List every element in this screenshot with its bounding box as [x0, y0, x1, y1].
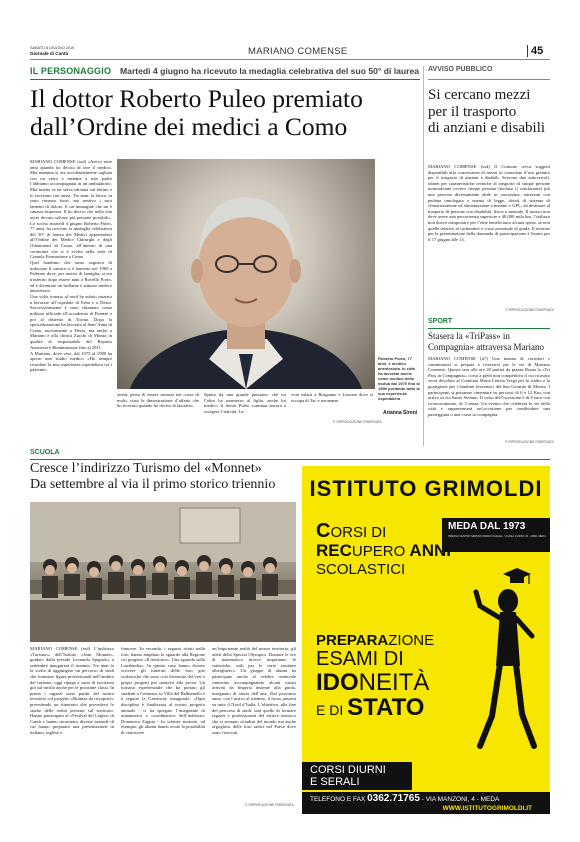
notice-title-line3: di anziani e disabili — [428, 120, 546, 136]
ad-badge-city: MEDA — [448, 521, 478, 532]
school-title — [30, 461, 275, 492]
ad-badge-year: DAL 1973 — [479, 521, 526, 532]
ad-badge — [442, 518, 550, 552]
main-kicker: IL PERSONAGGIO — [30, 66, 112, 76]
ad-phone: 0362.71765 — [367, 793, 420, 804]
school-kicker: SCUOLA — [30, 449, 60, 456]
main-kicker-rule — [30, 79, 420, 80]
ad-corsi-line1: CORSI DIURNI — [310, 764, 386, 776]
notice-kicker: AVVISO PUBBLICO — [428, 66, 493, 73]
main-col3-text: Spinto da una grande passione, che tra l’altro ha trasmesso al figlio, anche lui medico, il dottor Puleo continua ancora a svolgere l’attività. La- — [204, 392, 286, 414]
header-date: SABATO 8 GIUGNO 2019 — [30, 46, 75, 50]
school-col2: francese. In seconda, i ragazzi ritrati nella foto, hanno ampliato lo sguardo alla Regione col progetto «Il territorio». Uno sguardo sulla Lombardia». In questo caso hanno dovuto scrivere gli itinerari delle loro gite scolastiche che sono così diventate dei veri e propri progetti per mettersi alla prova. Un turismo esperienziale che ha portato gli studenti a Cremona, in Villa del Balbianello e a seguire la Greenway inaugurale. «Ogni disciplina è finalizzata al nostro progetto annuale - ci ha spiegato l’insegnante di matematica e coordinatrice dell’indirizzo, Domenica Zappia - In scienze motorie, ad esempio, gli alunni hanno avuto la possibilità di conoscere — [121, 646, 205, 735]
header-page-number: 45 — [531, 45, 544, 57]
main-subhead: Martedì 4 giugno ha ricevuto la medaglia celebrativa del suo 50° di laurea — [120, 66, 420, 76]
notice-title-line2: per il trasporto — [428, 103, 517, 120]
portrait-photo — [117, 159, 375, 389]
ad-prep: PREPARAZIONE ESAMI DI IDONEITÀ E DI STATO — [316, 632, 435, 721]
sport-body: MARIANO COMENSE (tt7) Una manna di corridori e camminatori si prepara a riversarsi per le vie di Mariano Comense. Questa sera alle ore 20 partirà da piazza Roma la «Tri Pass in Compagnia», corsa a piedi non competitiva il cui ricavato verrà devoluto al Comitato Maria Letizia Verga per lo studio e la guarigione per i bambini leucemici del San Gerardo di Monza. I partecipanti si potranno cimentare su percorsi di 6 e 12 Km, con arrivo in via Santo Stefano. Il costo dell’iscrizione è di 6 euro con riconoscimento, di 3 senza. Un evento che celebrerà le vie della città e rappresenterà un’occasione per condividere una passeggiata o una corsa in compagnia. — [428, 356, 550, 417]
notice-title — [428, 87, 545, 137]
grimoldi-ad — [302, 466, 550, 814]
notice-kicker-rule — [428, 79, 550, 80]
ad-corsi-line2: E SERALI — [310, 776, 360, 788]
header-section: MARIANO COMENSE — [248, 46, 348, 57]
ad-contact — [302, 792, 550, 814]
main-col3 — [204, 392, 286, 415]
header-paper: Giornale di Cantù — [30, 51, 69, 56]
ad-badge-sub: PRESSO CENTRO SERVIZI PARROCCHIALE - VIA DEL CORSO 34 - 20821 MEDA — [448, 535, 546, 538]
sport-kicker: SPORT — [428, 318, 453, 325]
sport-copyright: © RIPRODUZIONE RISERVATA — [505, 440, 554, 444]
school-title-line2: Da settembre al via il primo storico triennio — [30, 476, 276, 492]
main-author: Arianna Sironi — [383, 410, 418, 416]
notice-title-line1: Si cercano mezzi — [428, 87, 531, 103]
ad-phone-label: TELEFONO E FAX — [310, 796, 366, 803]
main-title-line1: Il dottor Roberto Puleo premiato — [30, 84, 363, 113]
main-col2-text: zienti, perso di essere rimasto nel cuore di molti, visto le dimostrazione d’affetto che ho ricevuto quando ho deciso di lasciare». — [117, 392, 199, 409]
ad-brand: ISTITUTO GRIMOLDI — [309, 476, 543, 501]
main-col4 — [291, 392, 373, 404]
school-col1: MARIANO COMENSE (ssd) L’indirizzo «Turismo» dell’Istituto «Jean Monnet», guidato dalla preside Leonarda Spignolo, a settembre inaugurerà il triennio. Tre anni fa la scelta di aggiungere un percorso di studi che formasse figure professionali nell’ambito del turismo, oggi ripaga a suon di iscrizioni già sul tavolo anche per le prossime classi. In prima i ragazzi sono partiti dal nostro territorio col progetto «Brianza da riscoprire» prevedendo un itinerario che prevedeva lo studio delle realtà presenti sul territorio. Hanno partecipato al «Festival del Legno» di Cantù e hanno incontrato diverse aziende di cui hanno preparato una presentazione in italiano, inglese e — [30, 646, 114, 735]
ad-corsi-box — [302, 762, 412, 790]
main-para-3: Una volta tornato al nord ha subito iniziato a lavorare all’ospedale di Erba e a Desio. Successivamente è stato chiamato come militare ufficiale all’accademia di Firenze e poi al distretto di Torino. Dopo la specializzazione ha lavorato al Sant’Anna di Como, nuovamente a Desio, ma anche a Mariano e alla clinica Zucchi di Monza in qualità di responsabile del Reparto Anestesia e Rianimazione fino al 2011. — [30, 294, 112, 350]
portrait-illustration — [117, 159, 375, 389]
notice-body: MARIANO COMENSE (ssd) Il Comune cerca soggetti disponibili alla concessione di mezzi in comodato d’uso gratuito per il trasporto di anziani e disabili. Servono due autoveicoli, idonei per caratteristiche tecniche al trasporto di cinque persone normodotate ovvero cinque persone (incluso il conducente) più una persona diversamente abile in carrozzina, attrezzati con pedana omologata a norma di legge, dotati di sistema di climatizzazione ed alimentazione a metano o GPL, da destinare al trasporto di persone con disabilità, fisica o mentale. Il mezzo non deve avere una percorrenza superiore a 40.000 mila km, l’utilizzo non dovrà comportare per l’ente beneficiario alcuna spesa, se non quelle relative al carburante e costo personale di guida. Il termine per la presentazione della domanda di partecipazione è fissato per il 17 giugno alle 13. — [428, 164, 550, 242]
school-title-line1: Cresce l’indirizzo Turismo del «Monnet» — [30, 461, 262, 476]
header-page-divider — [527, 45, 528, 57]
right-column-divider — [423, 66, 424, 446]
main-para-4: A Mariano, dove vive, dal 1975 al 1989 ha aperto uno studio medico «Ho sempre ricordato la mia esperienza ospedaliera tra i pazienti» — [30, 350, 112, 373]
ad-figure-illustration — [470, 586, 540, 756]
main-title-line2: dall’Ordine dei medici a Como — [30, 112, 348, 141]
school-kicker-rule — [30, 459, 550, 460]
sport-title-line2: Compagnia» attraversa Mariano — [428, 341, 544, 352]
main-col1 — [30, 159, 112, 449]
main-title — [30, 85, 363, 141]
header-rule — [30, 59, 550, 60]
sport-title-line1: Stasera la «TriPass» in — [428, 331, 510, 341]
portrait-caption: Roberto Puleo, 77 anni, è medico anestesista. In città ha lavorato anche come medico della mutua dal 1975 fino al 1989 portando tutto la sua esperienza ospedaliera — [378, 356, 420, 401]
class-photo — [30, 502, 296, 642]
ad-address: - VIA MANZONI, 4 - MEDA — [421, 796, 500, 803]
sport-kicker-rule — [428, 328, 550, 329]
notice-copyright: © RIPRODUZIONE RISERVATA — [505, 308, 554, 312]
school-copyright: © RIPRODUZIONE RISERVATA — [245, 803, 294, 807]
main-col2 — [117, 392, 199, 409]
ad-mortarboard-icon — [502, 566, 532, 588]
main-copyright: © RIPRODUZIONE RISERVATA — [333, 420, 382, 424]
ad-website: WWW.ISTITUTOGRIMOLDI.IT — [442, 805, 532, 812]
main-para-1: MARIANO COMENSE (ssd) «Avevo sette anni quando ho deciso di fare il medico. Mia mamma si era accidentalmente tagliata con un vetro e insieme a mio padre l’abbiamo accompagnata in un ambulatorio. Mia madre se ne stava sdraiata sul lettino e lo facevano con ansia. Tre anni, la fatica, in sono rimasto fuori, ma sentivo i suoi lamenti di dolore. E un’immagine che mi è rimasta impressa. Il ho deciso che nella vita avrei dovuto salvare più persone possibili». Lo scorso martedì 4 giugno Roberto Puleo, 77 anni, ha ricevuto la medaglia celebrativa del 50° di laurea dei Medici appartenenti all’Ordine dei Medici Chirurghi e degli Odontoiatri di Como, all’interno di una cerimonia che si è svolta nella sede di Comola Formazione a Como. — [30, 159, 112, 260]
main-para-2: Quel bambino che tanto sognava di indossare il camice si è laureato nel 1969 a Palermo dove, per motivi di famiglia, si era trasferito dopo essere nato a Rovello Porro, ed è diventato un brillante e stimato medico anestesista. — [30, 260, 112, 294]
school-col3: un’importante realtà del nostro territorio, gli atleti della Special Olympics. Durante le ore di matematica invece impariamo le statistiche, utili per le varie strutture alberghiere». Un gruppo di alunni ha partecipato anche al celebre carnevale cantorino accompagnando alcuni turisti arrivati da Imperia insieme alla guida, insegnano di storia dell’arte. Dal prossimo anno, con l’arrivo al triennio, il focus passerà su tutto il Nord d’Italia. L’obiettivo, alla fine del percorso di studi, sarà quello di formare ragazzi e professionisti del settore turistico che si sentano cittadini del mondo ma anche orgogliosi delle loro radici nel Paese dove sono cresciuti. — [212, 646, 296, 735]
class-photo-illustration — [30, 502, 296, 642]
sport-title — [428, 331, 544, 352]
main-col4-text: vora infatti a Brugnano e Lissone dove si occupa di Tac e risonanze. — [291, 392, 373, 403]
ad-recovery: CORSI DI RECUPERO ANNI SCOLASTICI — [316, 520, 451, 578]
